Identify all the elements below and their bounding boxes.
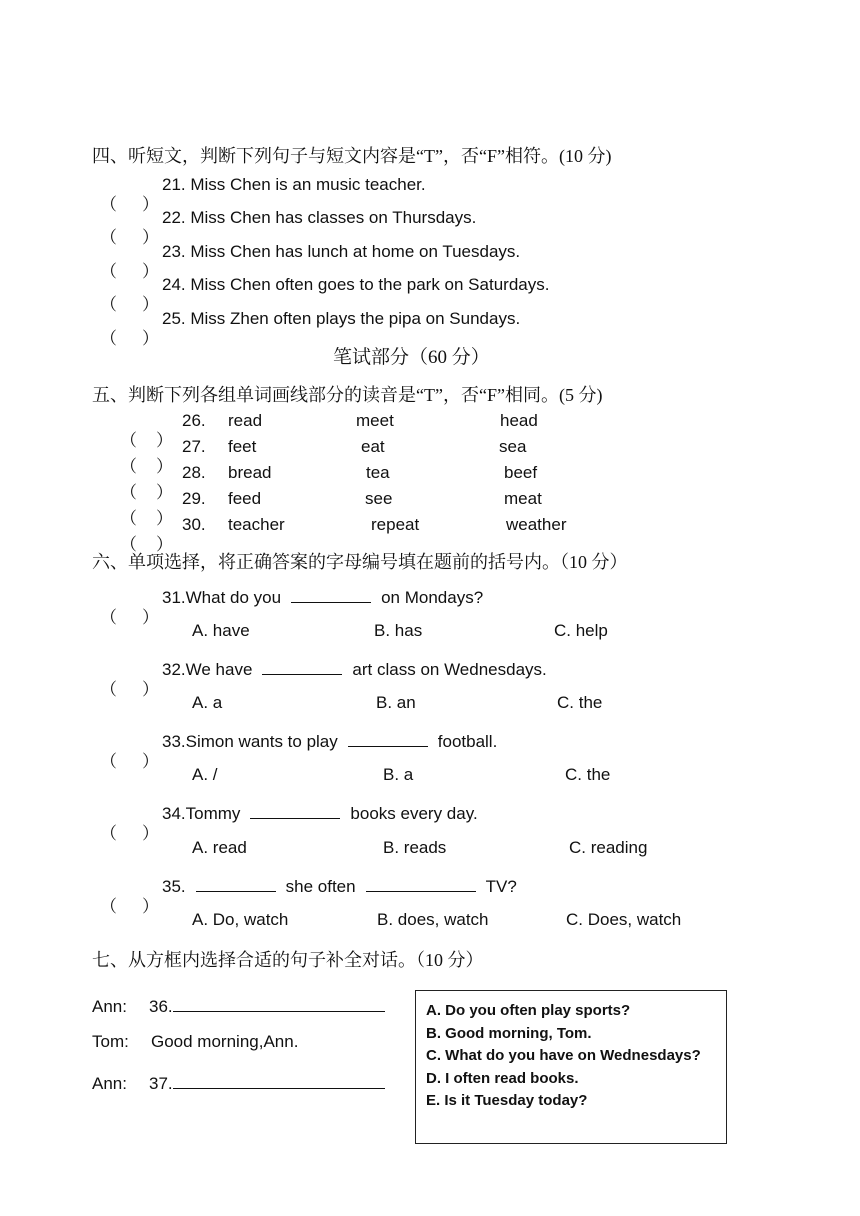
judge-item-23: （ ） 23. Miss Chen has lunch at home on Tuesdays. bbox=[100, 242, 521, 281]
dialog-line-tom: Tom: Good morning,Ann. bbox=[92, 1032, 299, 1051]
answer-blank-36[interactable] bbox=[173, 994, 385, 1012]
mc-question-35: （ ） 35. she often TV? bbox=[100, 874, 517, 897]
judge-item-25: （ ） 25. Miss Zhen often plays the pipa on Sundays. bbox=[100, 309, 521, 348]
fill-blank[interactable] bbox=[291, 585, 371, 603]
dialog-line-ann-37: Ann: 37. bbox=[92, 1071, 385, 1094]
phonics-row-27: （ ） 27. feet eat sea bbox=[120, 437, 527, 476]
section6-heading: 六、单项选择，将正确答案的字母编号填在题前的括号内。（10 分） bbox=[92, 552, 628, 572]
fill-blank[interactable] bbox=[250, 801, 340, 819]
mc-question-31: （ ） 31.What do you on Mondays? bbox=[100, 585, 483, 608]
mc-option-34a[interactable]: A. read bbox=[192, 838, 247, 857]
fill-blank[interactable] bbox=[196, 874, 276, 892]
mc-option-31c[interactable]: C. help bbox=[554, 621, 608, 640]
mc-option-32b[interactable]: B. an bbox=[376, 693, 416, 712]
mc-question-32: （ ） 32.We have art class on Wednesdays. bbox=[100, 657, 547, 680]
written-part-title: 笔试部分（60 分） bbox=[333, 347, 490, 368]
phonics-row-30: （ ） 30. teacher repeat weather bbox=[120, 515, 567, 554]
mc-option-35c[interactable]: C. Does, watch bbox=[566, 910, 682, 929]
sentence-options-box bbox=[415, 990, 727, 1144]
mc-question-33: （ ） 33.Simon wants to play football. bbox=[100, 729, 497, 752]
section7-heading: 七、从方框内选择合适的句子补全对话。（10 分） bbox=[92, 950, 484, 970]
mc-option-32c[interactable]: C. the bbox=[557, 693, 603, 712]
option-b: B. Good morning, Tom. bbox=[426, 1024, 592, 1042]
phonics-row-28: （ ） 28. bread tea beef bbox=[120, 463, 538, 502]
fill-blank[interactable] bbox=[366, 874, 476, 892]
mc-option-34c[interactable]: C. reading bbox=[569, 838, 648, 857]
fill-blank[interactable] bbox=[348, 729, 428, 747]
fill-blank[interactable] bbox=[262, 657, 342, 675]
section5-heading: 五、判断下列各组单词画线部分的读音是“T”，否“F”相同。(5 分) bbox=[92, 385, 603, 405]
option-d: D. I often read books. bbox=[426, 1069, 579, 1087]
option-a: A. Do you often play sports? bbox=[426, 1002, 631, 1019]
answer-blank-37[interactable] bbox=[173, 1071, 385, 1089]
dialog-line-ann-36: Ann: 36. bbox=[92, 994, 385, 1017]
option-e: E. Is it Tuesday today? bbox=[426, 1092, 588, 1109]
option-c: C. What do you have on Wednesdays? bbox=[426, 1047, 701, 1064]
mc-option-31a[interactable]: A. have bbox=[192, 621, 250, 640]
mc-option-33c[interactable]: C. the bbox=[565, 765, 611, 784]
mc-option-32a[interactable]: A. a bbox=[192, 693, 223, 712]
judge-item-21: （ ） 21. Miss Chen is an music teacher. bbox=[100, 175, 426, 214]
phonics-row-29: （ ） 29. feed see meat bbox=[120, 489, 542, 528]
phonics-row-26: （ ） 26. read meet head bbox=[120, 411, 538, 450]
mc-option-34b[interactable]: B. reads bbox=[383, 838, 447, 857]
section4-heading: 四、听短文，判断下列句子与短文内容是“T”，否“F”相符。(10 分) bbox=[92, 146, 612, 166]
mc-option-31b[interactable]: B. has bbox=[374, 621, 423, 640]
mc-question-34: （ ） 34.Tommy books every day. bbox=[100, 801, 478, 824]
mc-option-33a[interactable]: A. / bbox=[192, 765, 218, 784]
mc-option-35b[interactable]: B. does, watch bbox=[377, 910, 489, 929]
judge-item-24: （ ） 24. Miss Chen often goes to the park on Saturdays. bbox=[100, 275, 550, 314]
mc-option-35a[interactable]: A. Do, watch bbox=[192, 910, 289, 929]
judge-item-22: （ ） 22. Miss Chen has classes on Thursdays. bbox=[100, 208, 477, 247]
mc-option-33b[interactable]: B. a bbox=[383, 765, 414, 784]
